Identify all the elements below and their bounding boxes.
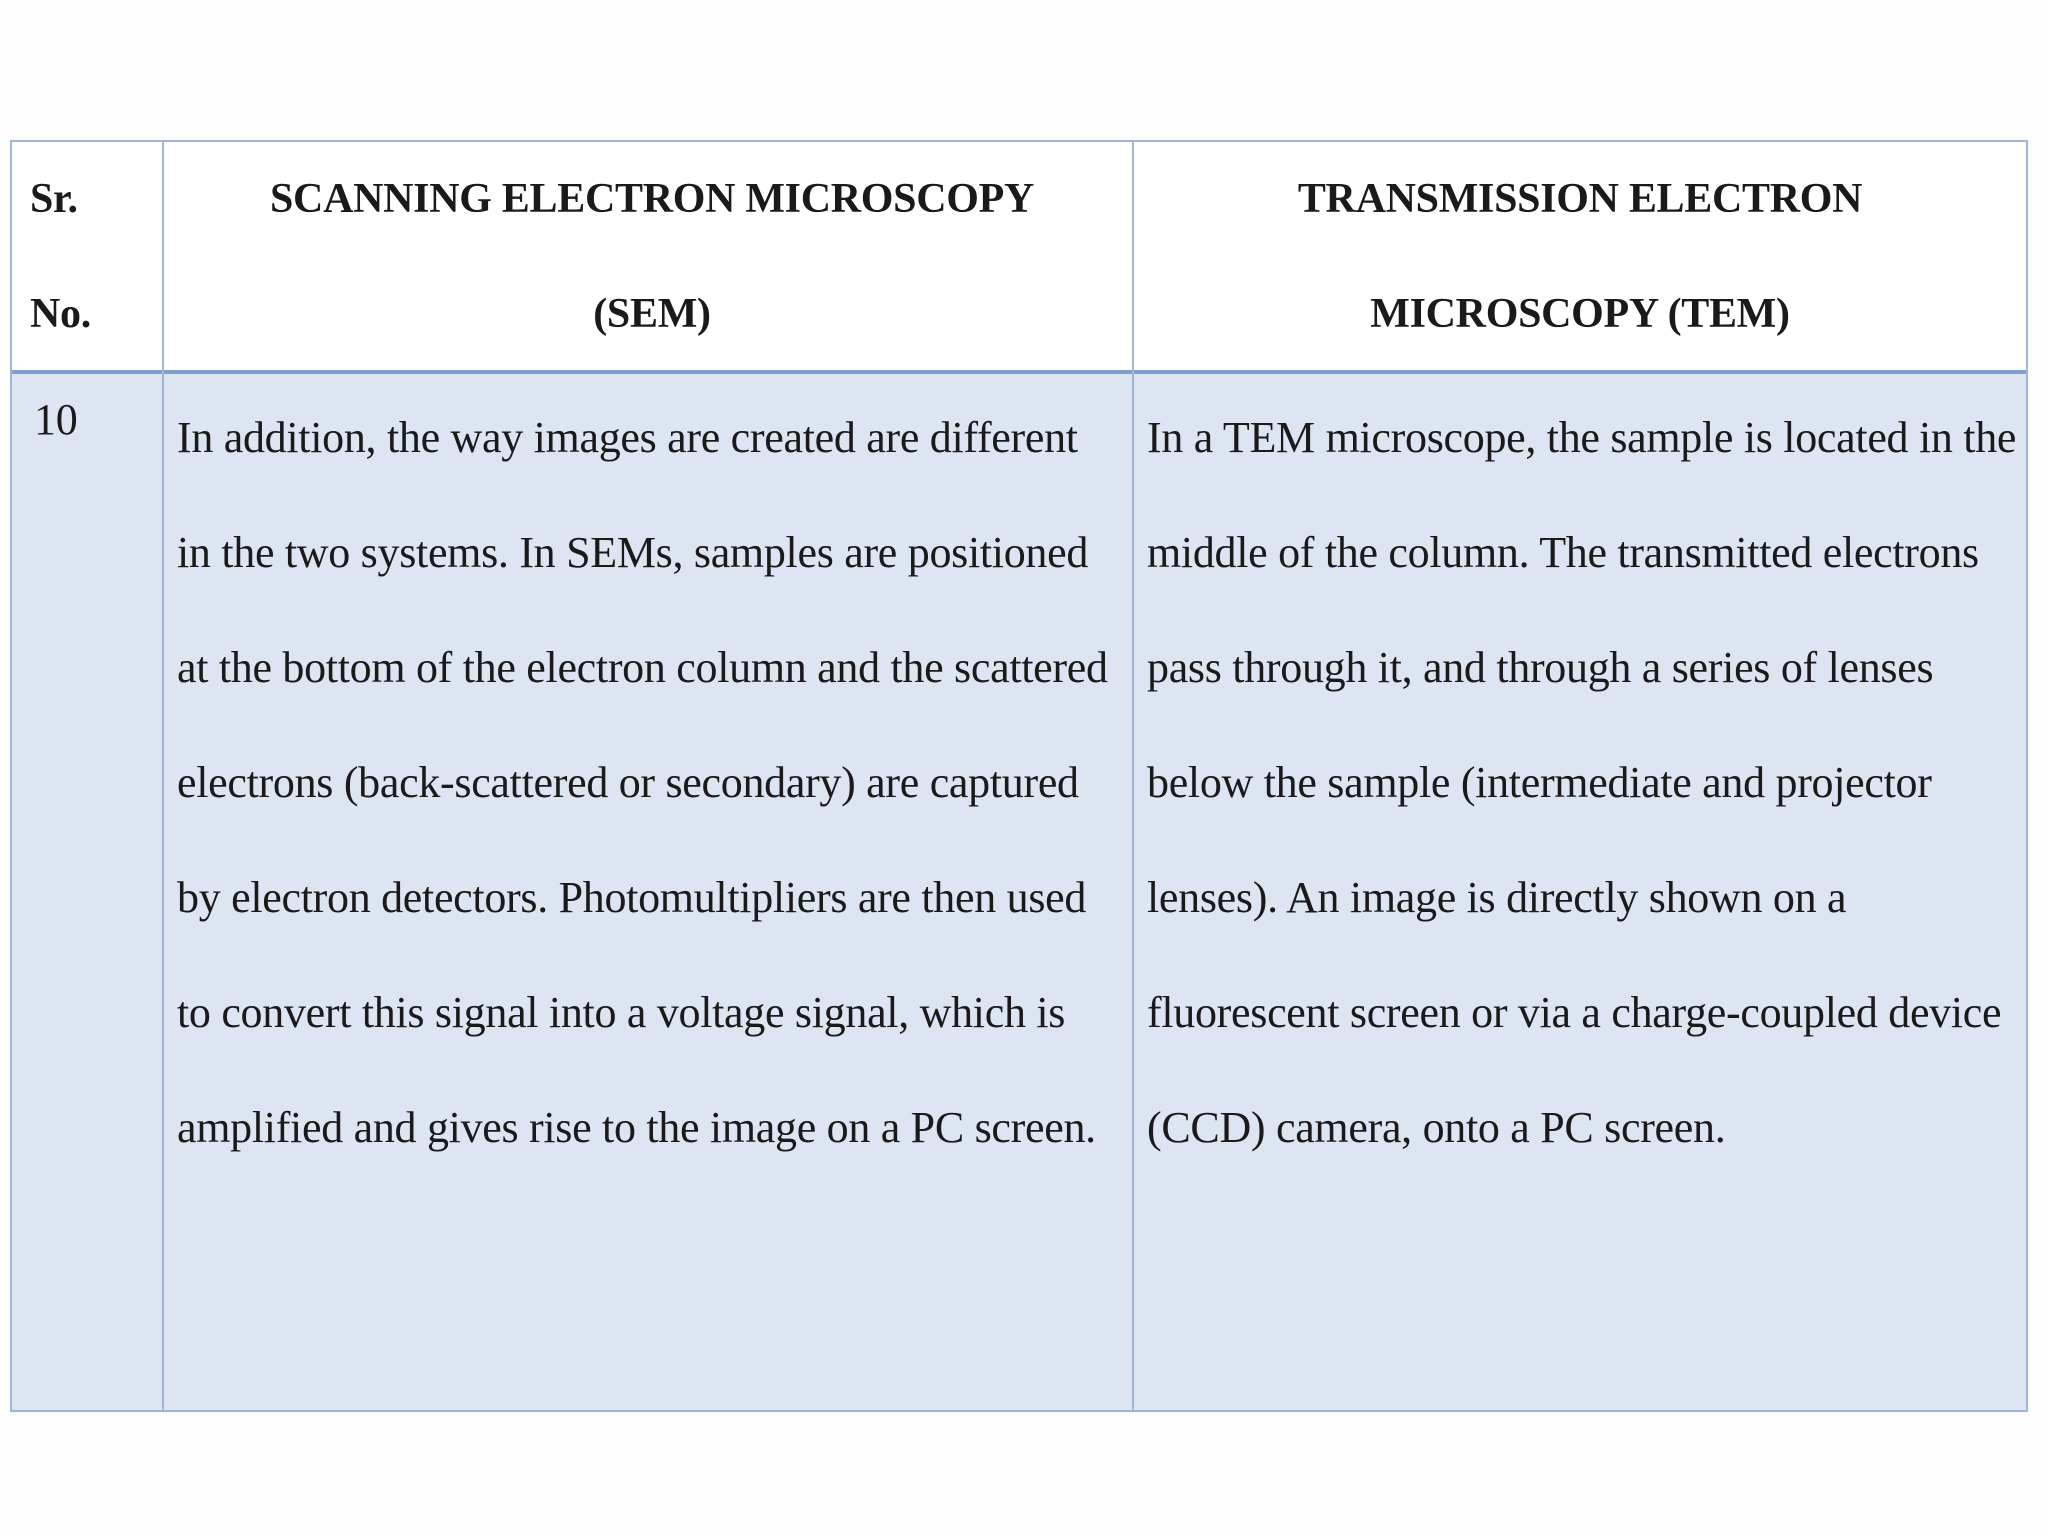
header-sem-line1: SCANNING ELECTRON MICROSCOPY <box>269 176 1034 222</box>
header-tem-line2: MICROSCOPY (TEM) <box>1370 291 1790 337</box>
header-sr-line1: Sr. <box>30 176 78 222</box>
row-sem-description: In addition, the way images are created are different in the two systems. In SEMs, samples are positioned at the bottom of the electron column and the scattered electrons (back-scattered or secondary) are captured by electron detectors. Photomultipliers are then used to convert this signal into a voltage signal, which is amplified and gives rise to the image on a PC screen. <box>177 413 1108 1152</box>
row-sr-no: 10 <box>34 395 78 444</box>
header-tem <box>1132 142 2028 372</box>
column-divider-1 <box>162 142 164 1410</box>
header-sem-line2: (SEM) <box>593 291 711 337</box>
header-sem <box>162 142 1142 372</box>
row-tem-description: In a TEM microscope, the sample is located in the middle of the column. The transmitted electrons pass through it, and through a series of lenses below the sample (intermediate and projector lenses). An image is directly shown on a fluorescent screen or via a charge-coupled device (CCD) camera, onto a PC screen. <box>1147 413 2017 1152</box>
column-divider-2 <box>1132 142 1134 1410</box>
table-header-row <box>12 142 2026 374</box>
header-tem-line1: TRANSMISSION ELECTRON <box>1297 176 1863 222</box>
comparison-table <box>10 140 2028 1412</box>
header-sr-line2: No. <box>30 291 91 337</box>
header-sr-no <box>30 142 160 372</box>
